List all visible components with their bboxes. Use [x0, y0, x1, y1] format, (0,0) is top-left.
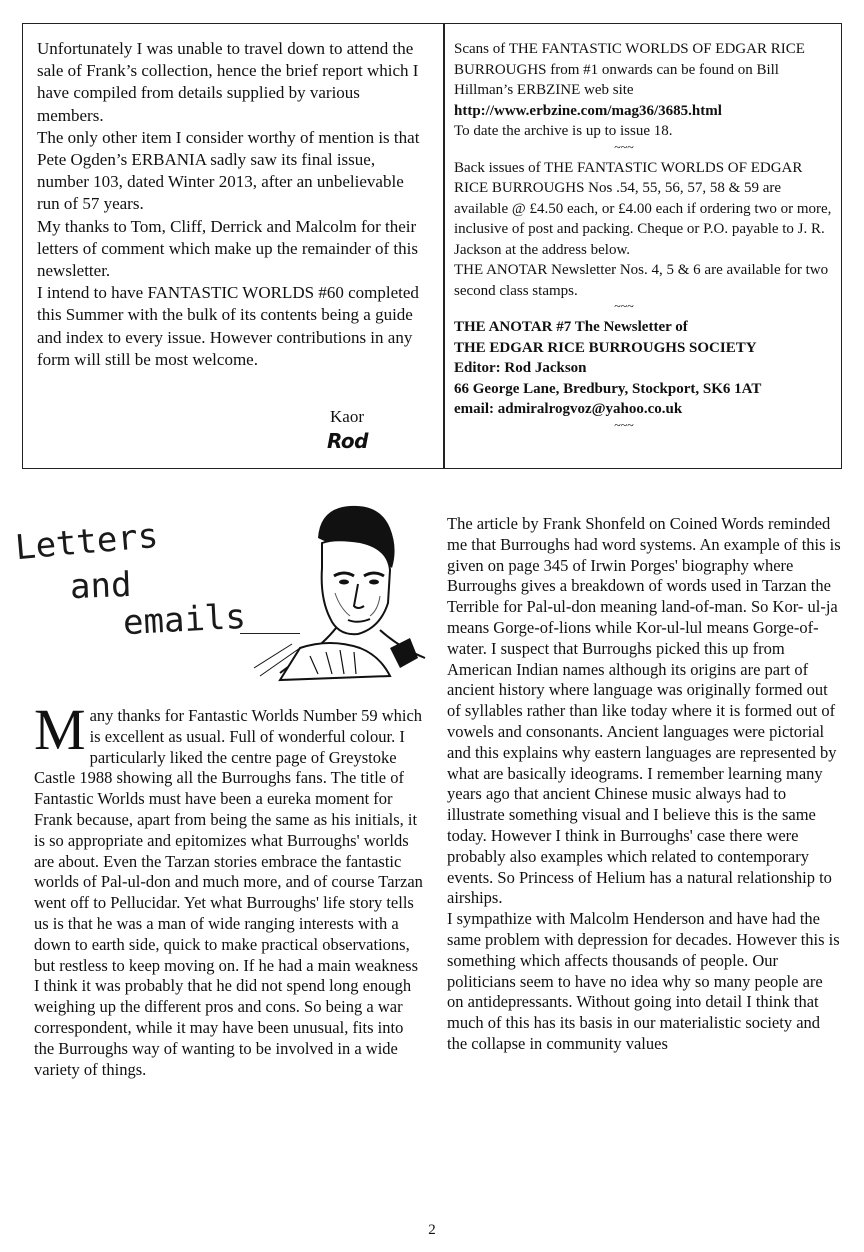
heading-line-letters: Letters: [13, 515, 160, 569]
masthead-editor: Editor: Rod Jackson: [454, 360, 587, 376]
editorial-paragraph: Unfortunately I was unable to travel down to attend the sale of Frank’s collection, hence the brief report which I have compiled from details supplied by various members.: [37, 39, 419, 125]
heading-line-emails: emails: [122, 596, 247, 644]
editorial-box: [22, 23, 842, 469]
tarzan-portrait-illustration: [240, 498, 440, 688]
letter-left-column: [34, 697, 424, 1080]
tilde-divider: ~~~: [614, 299, 634, 313]
column-divider: [443, 24, 445, 468]
editorial-paragraph: The only other item I consider worthy of mention is that Pete Ogden’s ERBANIA sadly saw its final issue, number 103, dated Winter 2013, after an unbelievable run of 57 years.: [37, 127, 420, 214]
editorial-paragraph: My thanks to Tom, Cliff, Derrick and Malcolm for their letters of comment which make up the remainder of this newsletter.: [37, 216, 418, 281]
editorial-column: [37, 38, 427, 371]
masthead-society: THE EDGAR RICE BURROUGHS SOCIETY: [454, 339, 757, 356]
masthead-title: THE ANOTAR #7 The Newsletter of: [454, 319, 688, 335]
letter-paragraph: I sympathize with Malcolm Henderson and have had the same problem with depression for decades. However this is something which affects thousands of people. Our politicians seem to have no idea why so many people are on antidepressants. Without going into detail I think that much of this has its basis in our materialistic society and the collapse in community values: [447, 909, 840, 1053]
editorial-paragraph: I intend to have FANTASTIC WORLDS #60 completed this Summer with the bulk of its contents being a guide and index to every issue. However contributions in any form will still be most welcome.: [37, 283, 419, 369]
sign-off: Kaor: [330, 407, 364, 426]
page-number: 2: [428, 1222, 436, 1238]
tilde-divider: ~~~: [614, 417, 634, 432]
signature: Rod: [327, 429, 368, 453]
heading-line-and: and: [69, 564, 133, 608]
back-issues-text: Back issues of THE FANTASTIC WORLDS OF EDGAR RICE BURROUGHS Nos .54, 55, 56, 57, 58 & 59 are available @ £4.50 each, or £4.00 each if ordering two or more, inclusive of post and packing. Cheque or P.O. payable to J. R. Jackson at the address below.: [454, 159, 832, 258]
scans-archive-note: To date the archive is up to issue 18.: [454, 123, 673, 139]
masthead-email[interactable]: email: admiralrogvoz@yahoo.co.uk: [454, 401, 683, 417]
drop-cap: M: [34, 697, 86, 762]
tilde-divider: ~~~: [614, 139, 634, 154]
erbzine-link[interactable]: http://www.erbzine.com/mag36/3685.html: [454, 102, 722, 119]
letter-body: any thanks for Fantastic Worlds Number 59 which is excellent as usual. Full of wonderful colour. I particularly liked the centre page of Greystoke Castle 1988 showing all the Burroughs fans. The title of Fantastic Worlds must have been a eureka moment for Frank because, apart from being the same as his initials, it is so appropriate and epitomizes what Burroughs' worlds are about. Even the Tarzan stories embrace the fantastic worlds of Pal-ul-don and much more, and of course Tarzan went off to Pellucidar. Yet what Burroughs' life story tells us is that he was a man of wide ranging interests with a down to earth side, quick to make practical observations, but restless to keep moving on. If he had a main weakness I think it was probably that he did not spend long enough weighing up the different pros and cons. So being a war correspondent, while it may have been unusual, fits into the Burroughs way of wanting to be involved in a wide variety of things.: [34, 706, 423, 1079]
masthead-address: 66 George Lane, Bredbury, Stockport, SK6 1AT: [454, 380, 762, 397]
letters-heading: [13, 515, 265, 660]
scans-text: Scans of THE FANTASTIC WORLDS OF EDGAR RICE BURROUGHS from #1 onwards can be found on Bill Hillman’s ERBZINE web site: [454, 41, 805, 98]
newsletter-availability-text: THE ANOTAR Newsletter Nos. 4, 5 & 6 are available for two second class stamps.: [454, 262, 829, 299]
letter-right-column: [447, 514, 842, 1055]
letter-paragraph: The article by Frank Shonfeld on Coined Words reminded me that Burroughs had word systems. An example of this is given on page 345 of Irwin Porges' biography where Burroughs gives a breakdown of words used in Tarzan the Terrible for Pal-ul-don meaning land-of-man. So Kor- ul-ja means Gorge-of-lions while Kor-ul-lul means Gorge-of-water. I suspect that Burroughs picked this up from American Indian names although its origins are part of ancient history where language was originally formed out of syllables rather than like today where it is formed out of vowels and consonants. Ancient languages were pictorial and this explains why eastern languages are represented by what are basically ideograms. I remember learning many years ago that ancient Chinese music always had to illustrate something visual and I believe this is the same today. However I think in Burroughs' case there were probably also examples which related to contemporary events. So Princess of Helium has a natural relationship to airships.: [447, 514, 841, 908]
info-column: [454, 39, 834, 432]
